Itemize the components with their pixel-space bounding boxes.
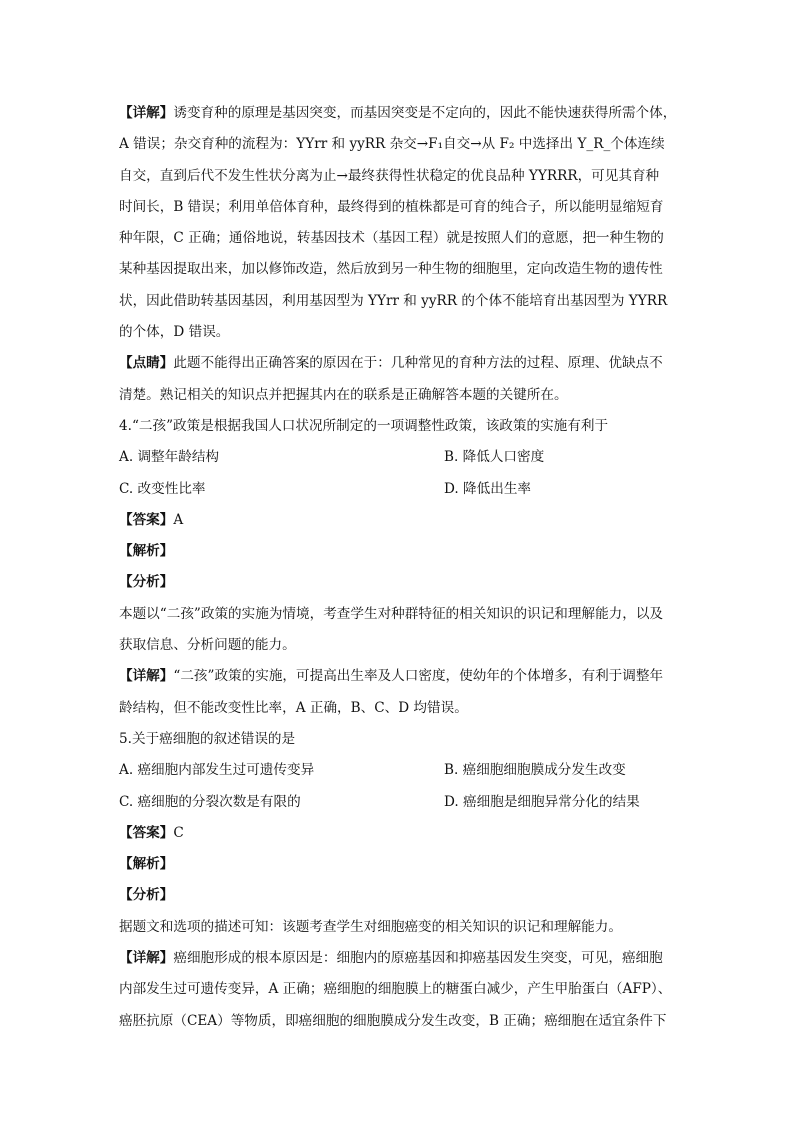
text-line	[119, 286, 681, 317]
line-text: 获取信息、分析问题的能力。	[119, 637, 296, 654]
line-text: “二孩”政策的实施，可提高出生率及人口密度，使幼年的个体增多，有利于调整年	[173, 668, 664, 685]
text-line	[119, 693, 681, 724]
line-text: 时间长，B 错误；利用单倍体育种，最终得到的植株都是可育的纯合子，所以能明显缩短育	[119, 198, 664, 215]
line-text: 癌细胞形成的根本原因是：细胞内的原癌基因和抑癌基因发生突变，可见，癌细胞	[173, 950, 663, 967]
section-line	[119, 505, 681, 536]
text-line	[119, 1006, 681, 1037]
section-line	[119, 880, 681, 911]
answer-options-row	[119, 442, 681, 473]
line-text: 清楚。熟记相关的知识点并把握其内在的联系是正确解答本题的关键所在。	[119, 386, 568, 403]
section-line	[119, 98, 681, 129]
line-text: 此题不能得出正确答案的原因在于：几种常见的育种方法的过程、原理、优缺点不	[173, 355, 663, 372]
text-line	[119, 129, 681, 160]
document-page	[119, 98, 681, 1037]
section-tag: 【详解】	[119, 950, 174, 967]
text-line	[119, 254, 681, 285]
text-line	[119, 630, 681, 661]
section-line	[119, 943, 681, 974]
text-line	[119, 161, 681, 192]
answer-option: A. 调整年龄结构	[119, 449, 220, 466]
section-tag: 【详解】	[119, 668, 174, 685]
section-tag: 【答案】	[119, 511, 174, 528]
line-text: 据题文和选项的描述可知：该题考查学生对细胞癌变的相关知识的识记和理解能力。	[119, 918, 622, 935]
answer-options-row	[119, 787, 681, 818]
line-text: 自交，直到后代不发生性状分离为止→最终获得性状稳定的优良品种 YYRRR，可见其育种	[119, 167, 660, 184]
section-line	[119, 849, 681, 880]
section-tag: 【分析】	[119, 574, 174, 591]
section-line	[119, 661, 681, 692]
text-line	[119, 317, 681, 348]
section-tag: 【解析】	[119, 543, 174, 560]
answer-option: C. 癌细胞的分裂次数是有限的	[119, 793, 301, 810]
section-line	[119, 818, 681, 849]
text-line	[119, 192, 681, 223]
answer-option: B. 癌细胞细胞膜成分发生改变	[444, 762, 626, 779]
section-line	[119, 567, 681, 598]
text-line	[119, 912, 681, 943]
line-text: 诱变育种的原理是基因突变，而基因突变是不定向的，因此不能快速获得所需个体，	[173, 105, 677, 121]
line-text: 某种基因提取出来，加以修饰改造，然后放到另一种生物的细胞里，定向改造生物的遗传性	[119, 261, 663, 278]
line-text: 4.“二孩”政策是根据我国人口状况所制定的一项调整性政策，该政策的实施有利于	[119, 417, 609, 434]
text-line	[119, 411, 681, 442]
line-text: 种年限，C 正确；通俗地说，转基因技术（基因工程）就是按照人们的意愿，把一种生物的	[119, 230, 664, 247]
text-line	[119, 223, 681, 254]
text-line	[119, 599, 681, 630]
answer-option: C. 改变性比率	[119, 480, 206, 497]
answer-option: D. 降低出生率	[444, 480, 532, 497]
section-line	[119, 348, 681, 379]
section-tag: 【答案】	[119, 824, 174, 841]
section-tag: 【分析】	[119, 887, 174, 904]
line-text: A 错误；杂交育种的流程为：YYrr 和 yyRR 杂交→F₁自交→从 F₂ 中选择出 Y_R_个体连续	[119, 136, 665, 153]
line-text: 本题以“二孩”政策的实施为情境，考查学生对种群特征的相关知识的识记和理解能力，以及	[119, 605, 664, 622]
answer-option: A. 癌细胞内部发生过可遗传变异	[119, 762, 315, 779]
answer-option: B. 降低人口密度	[444, 449, 545, 466]
text-line	[119, 380, 681, 411]
line-text: 5.关于癌细胞的叙述错误的是	[119, 730, 296, 747]
answer-options-row	[119, 755, 681, 786]
line-text: C	[173, 824, 184, 841]
line-text: 龄结构，但不能改变性比率，A 正确，B、C、D 均错误。	[119, 699, 468, 716]
answer-option: D. 癌细胞是细胞异常分化的结果	[444, 793, 640, 810]
text-line	[119, 974, 681, 1005]
line-text: A	[173, 511, 184, 528]
text-line	[119, 724, 681, 755]
section-tag: 【详解】	[119, 105, 174, 121]
answer-options-row	[119, 474, 681, 505]
section-tag: 【点睛】	[119, 355, 174, 372]
line-text: 癌胚抗原（CEA）等物质，即癌细胞的细胞膜成分发生改变，B 正确；癌细胞在适宜条件下	[119, 1012, 667, 1029]
line-text: 状，因此借助转基因基因，利用基因型为 YYrr 和 yyRR 的个体不能培育出基因型为 YYRR	[119, 292, 668, 309]
line-text: 的个体，D 错误。	[119, 324, 230, 341]
section-line	[119, 536, 681, 567]
section-tag: 【解析】	[119, 856, 174, 873]
line-text: 内部发生过可遗传变异，A 正确；癌细胞的细胞膜上的糖蛋白减少，产生甲胎蛋白（AFP）、	[119, 981, 672, 998]
